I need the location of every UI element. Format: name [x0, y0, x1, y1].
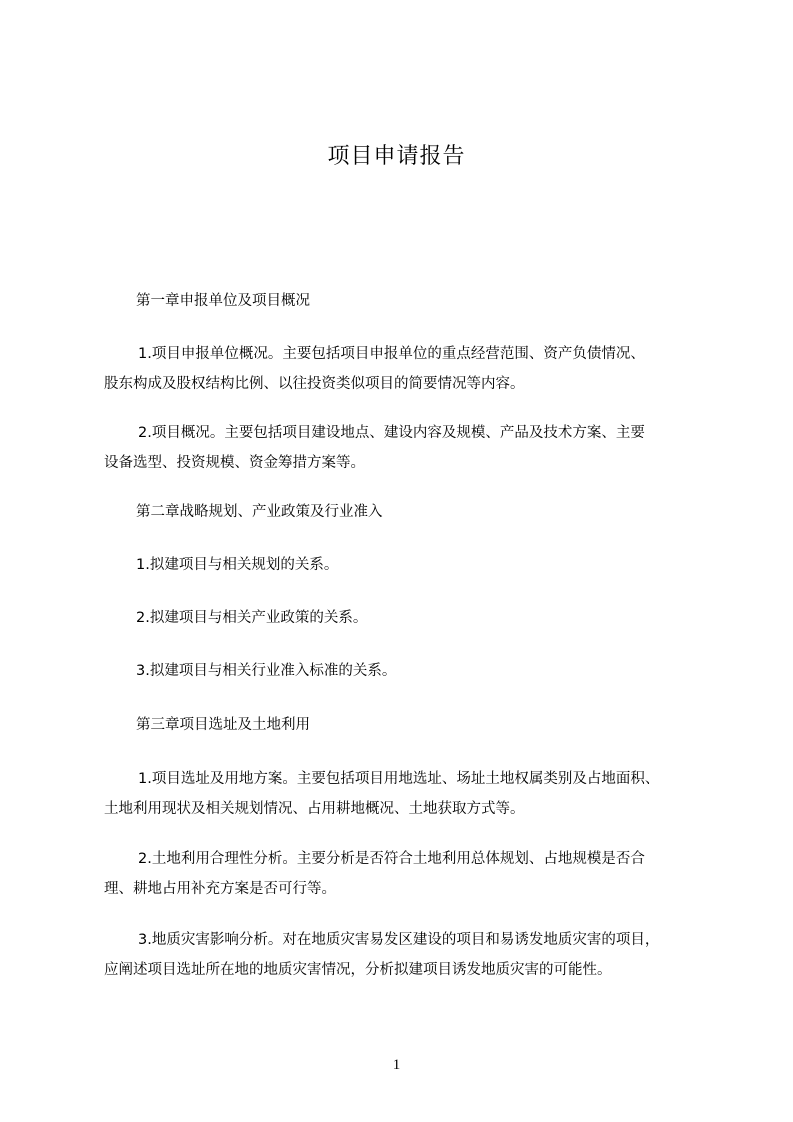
- page-title: 项目申请报告: [327, 144, 466, 169]
- chapter-3-heading: [104, 710, 704, 740]
- chapter-2-item-3: [104, 656, 704, 686]
- paragraph-line: 理、耕地占用补充方案是否可行等。: [104, 881, 336, 897]
- paragraph-line: 1.项目申报单位概况。主要包括项目申报单位的重点经营范围、资产负债情况、: [138, 346, 645, 362]
- chapter-heading: 第二章战略规划、产业政策及行业准入: [136, 504, 383, 520]
- chapter-3-item-3: [104, 925, 704, 985]
- paragraph-line: 3.拟建项目与相关行业准入标准的关系。: [136, 663, 397, 679]
- chapter-2-item-2: [104, 603, 704, 633]
- paragraph-line: 设备选型、投资规模、资金筹措方案等。: [104, 455, 365, 471]
- chapter-2-heading: [104, 497, 704, 527]
- paragraph-line: 土地利用现状及相关规划情况、占用耕地概况、土地获取方式等。: [104, 801, 525, 817]
- paragraph-line: 2.项目概况。主要包括项目建设地点、建设内容及规模、产品及技术方案、主要: [138, 425, 645, 441]
- chapter-1-item-2: [104, 418, 704, 478]
- paragraph-line: 股东构成及股权结构比例、以往投资类似项目的简要情况等内容。: [104, 376, 525, 392]
- chapter-heading: 第一章申报单位及项目概况: [136, 293, 310, 309]
- paragraph-line: 2.土地利用合理性分析。主要分析是否符合土地利用总体规划、占地规模是否合: [138, 851, 645, 867]
- chapter-1-heading: [104, 286, 704, 316]
- page-number: 1: [392, 1057, 401, 1073]
- paragraph-line: 2.拟建项目与相关产业政策的关系。: [136, 610, 368, 626]
- paragraph-line: 1.项目选址及用地方案。主要包括项目用地选址、场址土地权属类别及占地面积、: [138, 771, 660, 787]
- chapter-1-item-1: [104, 339, 704, 399]
- chapter-3-item-1: [104, 764, 704, 824]
- chapter-heading: 第三章项目选址及土地利用: [136, 717, 310, 733]
- paragraph-line: 应阐述项目选址所在地的地质灾害情况，分析拟建项目诱发地质灾害的可能性。: [104, 962, 612, 978]
- chapter-3-item-2: [104, 844, 704, 904]
- paragraph-line: 1.拟建项目与相关规划的关系。: [136, 557, 339, 573]
- paragraph-line: 3.地质灾害影响分析。对在地质灾害易发区建设的项目和易诱发地质灾害的项目，: [138, 932, 660, 948]
- chapter-2-item-1: [104, 550, 704, 580]
